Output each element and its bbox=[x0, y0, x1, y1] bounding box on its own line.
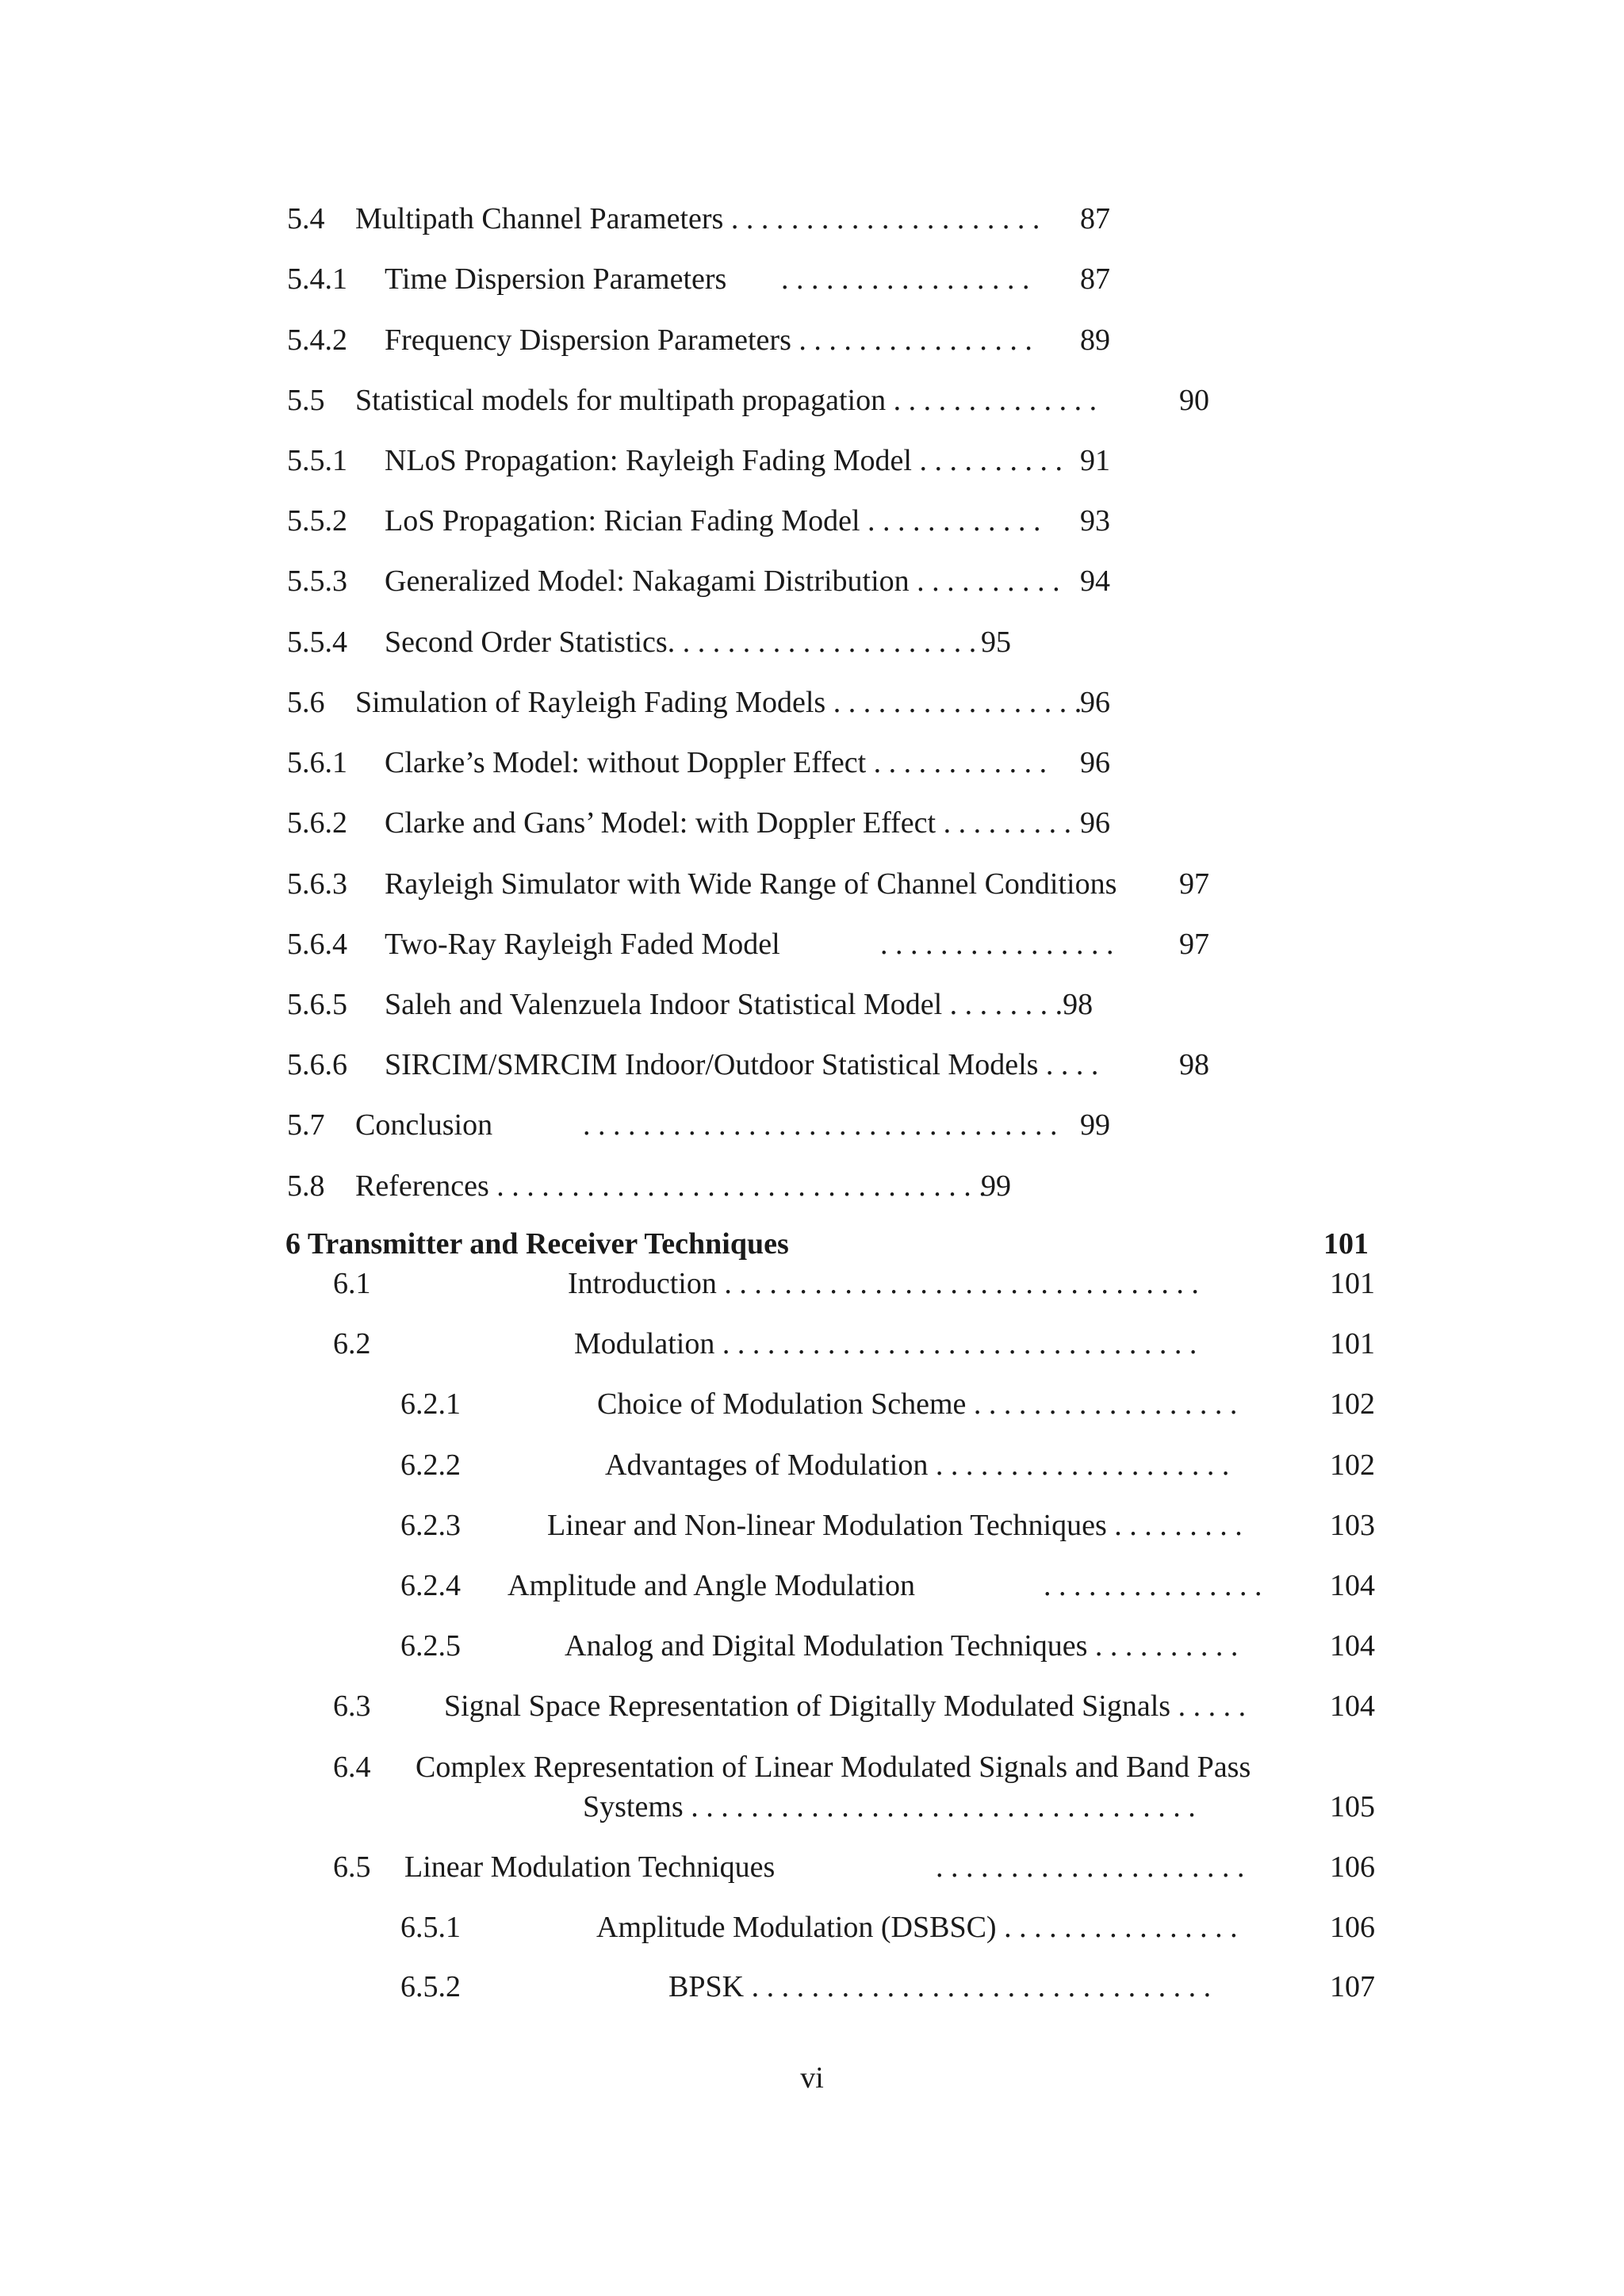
toc-title: Frequency Dispersion Parameters . . . . . . . . . . . . . . . . bbox=[385, 323, 1032, 357]
toc-number: 5.6.3 bbox=[287, 867, 347, 901]
toc-number: 5.5.3 bbox=[287, 564, 347, 598]
toc-number: 6.5 bbox=[333, 1850, 371, 1884]
toc-title: BPSK . . . . . . . . . . . . . . . . . . . . . . . . . . . . . . . bbox=[668, 1970, 1212, 2003]
toc-leader-dots: . . . . . . . . . . . . . . . . . . . . . bbox=[936, 1850, 1245, 1884]
toc-number: 6.2.3 bbox=[400, 1509, 461, 1542]
toc-leader-dots: . . . . . . . . . . . . . . . . bbox=[996, 1911, 1238, 1944]
toc-title: Linear Modulation Techniques bbox=[404, 1850, 776, 1884]
toc-page: 104 bbox=[1330, 1569, 1375, 1602]
toc-leader-dots: . . . . . . . . . . . . . . . . . . . . . . . . . . . . . . . bbox=[744, 1970, 1212, 2003]
toc-leader-dots: . . . . . . . . . . . . . . . . . . . . . . . . . . . . . . . . . . bbox=[683, 1790, 1196, 1823]
toc-leader-dots: . . . . . . . . . . bbox=[909, 564, 1060, 598]
toc-page: 94 bbox=[1080, 564, 1110, 598]
toc-number: 5.5.2 bbox=[287, 504, 347, 538]
toc-page: 101 bbox=[1330, 1327, 1375, 1360]
toc-leader-dots: . . . . bbox=[1038, 1048, 1099, 1081]
toc-number: 5.6 bbox=[287, 686, 325, 719]
toc-page: 102 bbox=[1330, 1448, 1375, 1482]
toc-page: 95 bbox=[981, 626, 1011, 659]
toc-leader-dots: . . . . . . . . . . . . . . . . . . . . . . . . . . . . . . . . . bbox=[488, 1169, 986, 1203]
toc-page: 90 bbox=[1179, 384, 1209, 417]
toc-number: 6.2.2 bbox=[400, 1448, 461, 1482]
toc-title: NLoS Propagation: Rayleigh Fading Model . . . . . . . . . . bbox=[385, 444, 1063, 477]
toc-number: 5.4.2 bbox=[287, 323, 347, 357]
toc-title: Choice of Modulation Scheme . . . . . . . . . . . . . . . . . . bbox=[597, 1387, 1238, 1421]
toc-title: Simulation of Rayleigh Fading Models . . . . . . . . . . . . . . . . . bbox=[355, 686, 1082, 719]
toc-number: 5.7 bbox=[287, 1108, 325, 1142]
toc-title: Time Dispersion Parameters bbox=[385, 262, 727, 296]
toc-number: 6.5.1 bbox=[400, 1911, 461, 1944]
toc-title: Linear and Non-linear Modulation Techniques . . . . . . . . . bbox=[547, 1509, 1243, 1542]
toc-leader-dots: . . . . . . . . . bbox=[936, 806, 1072, 840]
toc-page: 105 bbox=[1330, 1790, 1375, 1823]
toc-number: 6.2.1 bbox=[400, 1387, 461, 1421]
toc-page: 106 bbox=[1330, 1911, 1375, 1944]
toc-leader-dots: . . . . . . . . . bbox=[1106, 1509, 1243, 1542]
toc-number: 5.6.4 bbox=[287, 928, 347, 961]
toc-page: 99 bbox=[981, 1169, 1011, 1203]
toc-page: 96 bbox=[1080, 686, 1110, 719]
toc-page: 99 bbox=[1080, 1108, 1110, 1142]
toc-number: 5.5.1 bbox=[287, 444, 347, 477]
toc-number: 5.5.4 bbox=[287, 626, 347, 659]
toc-title: Introduction . . . . . . . . . . . . . . . . . . . . . . . . . . . . . . . . bbox=[568, 1267, 1199, 1300]
toc-number: 5.6.6 bbox=[287, 1048, 347, 1081]
toc-leader-dots: . . . . . . . . . . . . . . . . . . . . . . . . . . . . . . . . bbox=[716, 1267, 1199, 1300]
toc-title: LoS Propagation: Rician Fading Model . . . . . . . . . . . . bbox=[385, 504, 1041, 538]
toc-title: Amplitude and Angle Modulation bbox=[508, 1569, 916, 1602]
toc-number: 5.5 bbox=[287, 384, 325, 417]
toc-number: 5.6.1 bbox=[287, 746, 347, 779]
toc-page: 104 bbox=[1330, 1629, 1375, 1663]
page-number: vi bbox=[800, 2061, 824, 2095]
toc-number: 6.1 bbox=[333, 1267, 371, 1300]
toc-leader-dots: . . . . . . . . . . . . . . . . . . . . . . . . . . . . . . . . bbox=[714, 1327, 1197, 1360]
toc-number: 6.2.5 bbox=[400, 1629, 461, 1663]
toc-page: 93 bbox=[1080, 504, 1110, 538]
toc-number: 5.4.1 bbox=[287, 262, 347, 296]
toc-title: Statistical models for multipath propagation . . . . . . . . . . . . . . bbox=[355, 384, 1097, 417]
toc-page: 98 bbox=[1063, 988, 1094, 1021]
toc-number: 5.8 bbox=[287, 1169, 325, 1203]
toc-title: Multipath Channel Parameters . . . . . . . . . . . . . . . . . . . . . bbox=[355, 202, 1040, 235]
toc-leader-dots: . . . . . . . . . . . . . . . . . bbox=[781, 262, 1030, 296]
toc-title: Amplitude Modulation (DSBSC) . . . . . . . . . . . . . . . . bbox=[596, 1911, 1238, 1944]
toc-title: Signal Space Representation of Digitally Modulated Signals . . . . . bbox=[444, 1689, 1247, 1723]
toc-number: 6.5.2 bbox=[400, 1970, 461, 2003]
toc-number: 6.4 bbox=[333, 1751, 371, 1784]
toc-title: SIRCIM/SMRCIM Indoor/Outdoor Statistical Models . . . . bbox=[385, 1048, 1099, 1081]
toc-page: 96 bbox=[1080, 746, 1110, 779]
toc-leader-dots: . . . . . . . . bbox=[942, 988, 1063, 1021]
toc-page: 96 bbox=[1080, 806, 1110, 840]
toc-leader-dots: . . . . . . . . . . bbox=[911, 444, 1063, 477]
toc-title-continued: Systems . . . . . . . . . . . . . . . . . . . . . . . . . . . . . . . . . . bbox=[583, 1790, 1196, 1823]
toc-page: 89 bbox=[1080, 323, 1110, 357]
toc-title: Analog and Digital Modulation Techniques . . . . . . . . . . bbox=[565, 1629, 1239, 1663]
toc-page: 107 bbox=[1330, 1970, 1375, 2003]
toc-leader-dots: . . . . . . . . . . . . . . . . . . bbox=[966, 1387, 1238, 1421]
toc-number: 5.6.2 bbox=[287, 806, 347, 840]
toc-page: 101 bbox=[1330, 1267, 1375, 1300]
toc-leader-dots: . . . . . bbox=[1170, 1689, 1247, 1723]
toc-leader-dots: . . . . . . . . . . . . . . . bbox=[1044, 1569, 1262, 1602]
toc-leader-dots: . . . . . . . . . . . . bbox=[860, 504, 1041, 538]
toc-page: 97 bbox=[1179, 867, 1209, 901]
toc-title: Complex Representation of Linear Modulated Signals and Band Pass bbox=[416, 1751, 1251, 1784]
toc-page: 87 bbox=[1080, 262, 1110, 296]
toc-title: Clarke’s Model: without Doppler Effect . . . . . . . . . . . . bbox=[385, 746, 1048, 779]
toc-leader-dots: . . . . . . . . . . . . . . . . . . . . bbox=[675, 626, 977, 659]
toc-number: 6.2.4 bbox=[400, 1569, 461, 1602]
toc-page: 97 bbox=[1179, 928, 1209, 961]
toc-leader-dots: . . . . . . . . . . bbox=[1087, 1629, 1239, 1663]
toc-title: Generalized Model: Nakagami Distribution . . . . . . . . . . bbox=[385, 564, 1060, 598]
toc-title: References . . . . . . . . . . . . . . . . . . . . . . . . . . . . . . . . . bbox=[355, 1169, 986, 1203]
toc-number: 5.4 bbox=[287, 202, 325, 235]
toc-leader-dots: . . . . . . . . . . . . . . . . . . . . bbox=[928, 1448, 1230, 1482]
toc-title: Saleh and Valenzuela Indoor Statistical Model . . . . . . . .98 bbox=[385, 988, 1094, 1021]
toc-title: Modulation . . . . . . . . . . . . . . . . . . . . . . . . . . . . . . . . bbox=[574, 1327, 1197, 1360]
toc-leader-dots: . . . . . . . . . . . . . . . . . bbox=[825, 686, 1082, 719]
toc-page: 98 bbox=[1179, 1048, 1209, 1081]
toc-title: Rayleigh Simulator with Wide Range of Channel Conditions bbox=[385, 867, 1117, 901]
chapter-title: 6 Transmitter and Receiver Techniques bbox=[285, 1227, 789, 1261]
toc-title: Advantages of Modulation . . . . . . . . . . . . . . . . . . . . bbox=[605, 1448, 1230, 1482]
toc-page: 103 bbox=[1330, 1509, 1375, 1542]
toc-leader-dots: . . . . . . . . . . . . . . . . bbox=[880, 928, 1114, 961]
toc-number: 6.2 bbox=[333, 1327, 371, 1360]
toc-title: Clarke and Gans’ Model: with Doppler Effect . . . . . . . . . bbox=[385, 806, 1072, 840]
toc-leader-dots: . . . . . . . . . . . . . . . . . . . . . . . . . . . . . . . . bbox=[583, 1108, 1058, 1142]
toc-number: 5.6.5 bbox=[287, 988, 347, 1021]
toc-leader-dots: . . . . . . . . . . . . . . bbox=[886, 384, 1097, 417]
toc-title: Second Order Statistics. . . . . . . . . . . . . . . . . . . . . bbox=[385, 626, 977, 659]
toc-title: Conclusion bbox=[355, 1108, 493, 1142]
toc-title: Two-Ray Rayleigh Faded Model bbox=[385, 928, 780, 961]
chapter-page: 101 bbox=[1323, 1227, 1369, 1261]
toc-leader-dots: . . . . . . . . . . . . . . . . . . . . . bbox=[723, 202, 1040, 235]
toc-page: 91 bbox=[1080, 444, 1110, 477]
toc-leader-dots: . . . . . . . . . . . . bbox=[866, 746, 1048, 779]
toc-leader-dots: . . . . . . . . . . . . . . . . bbox=[791, 323, 1032, 357]
toc-page: 102 bbox=[1330, 1387, 1375, 1421]
toc-page: 87 bbox=[1080, 202, 1110, 235]
toc-page: 106 bbox=[1330, 1850, 1375, 1884]
toc-number: 6.3 bbox=[333, 1689, 371, 1723]
toc-page: 104 bbox=[1330, 1689, 1375, 1723]
